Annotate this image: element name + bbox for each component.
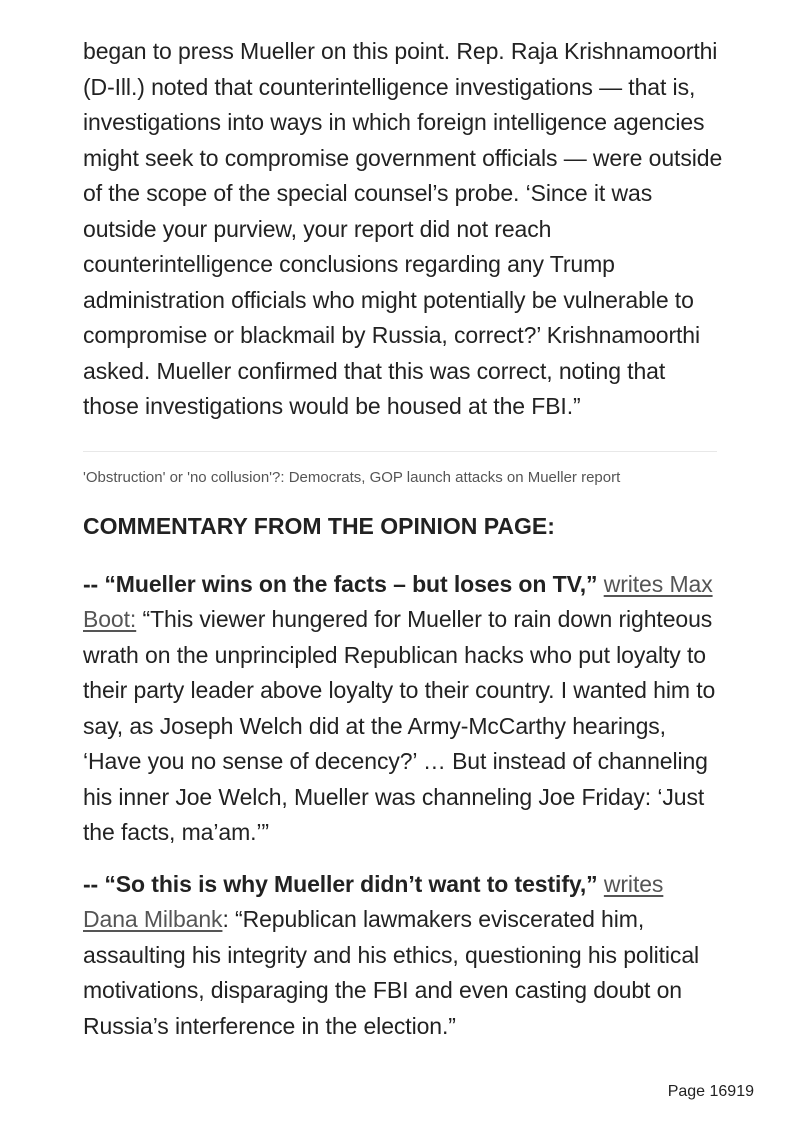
- author-link[interactable]: writes Max Boot:: [83, 570, 713, 632]
- divider: [83, 451, 717, 452]
- commentary-body: “This viewer hungered for Mueller to rain down righteous wrath on the unprincipled Republican hacks who put loyalty to their party leader above loyalty to their country. I wanted him to say, as Joseph Welch did at the Army-McCarthy hearings, ‘Have you no sense of decency?’ … But instead of channeling his inner Joe Welch, Mueller was channeling Joe Friday: ‘Just the facts, ma’am.’”: [83, 606, 716, 845]
- section-heading: COMMENTARY FROM THE OPINION PAGE:: [83, 512, 555, 539]
- intro-paragraph: began to press Mueller on this point. Rep. Raja Krishnamoorthi (D-Ill.) noted that counterintelligence investigations — that is, investigations into ways in which foreign intelligence agencies might seek to compromise government officials — were outside of the scope of the special counsel’s probe. ‘Since it was outside your purview, your report did not reach counterintelligence conclusions regarding any Trump administration officials who might potentially be vulnerable to compromise or blackmail by Russia, correct?’ Krishnamoorthi asked. Mueller confirmed that this was correct, noting that those investigations would be housed at the FBI.”: [83, 38, 723, 419]
- commentary-item: [83, 567, 723, 851]
- commentary-headline: -- “So this is why Mueller didn’t want to testify,”: [83, 870, 598, 897]
- article-body: [83, 34, 723, 1044]
- commentary-body: : “Republican lawmakers eviscerated him, assaulting his integrity and his ethics, questioning his political motivations, disparaging the FBI and even casting doubt on Russia’s interference in the election.”: [83, 906, 700, 1039]
- page-number: Page 16919: [667, 1083, 754, 1100]
- related-link-caption[interactable]: 'Obstruction' or 'no collusion'?: Democrats, GOP launch attacks on Mueller report: [83, 468, 621, 486]
- commentary-headline: -- “Mueller wins on the facts – but loses on TV,”: [83, 570, 598, 597]
- commentary-item: [83, 867, 723, 1045]
- author-link[interactable]: writes Dana Milbank: [83, 870, 664, 932]
